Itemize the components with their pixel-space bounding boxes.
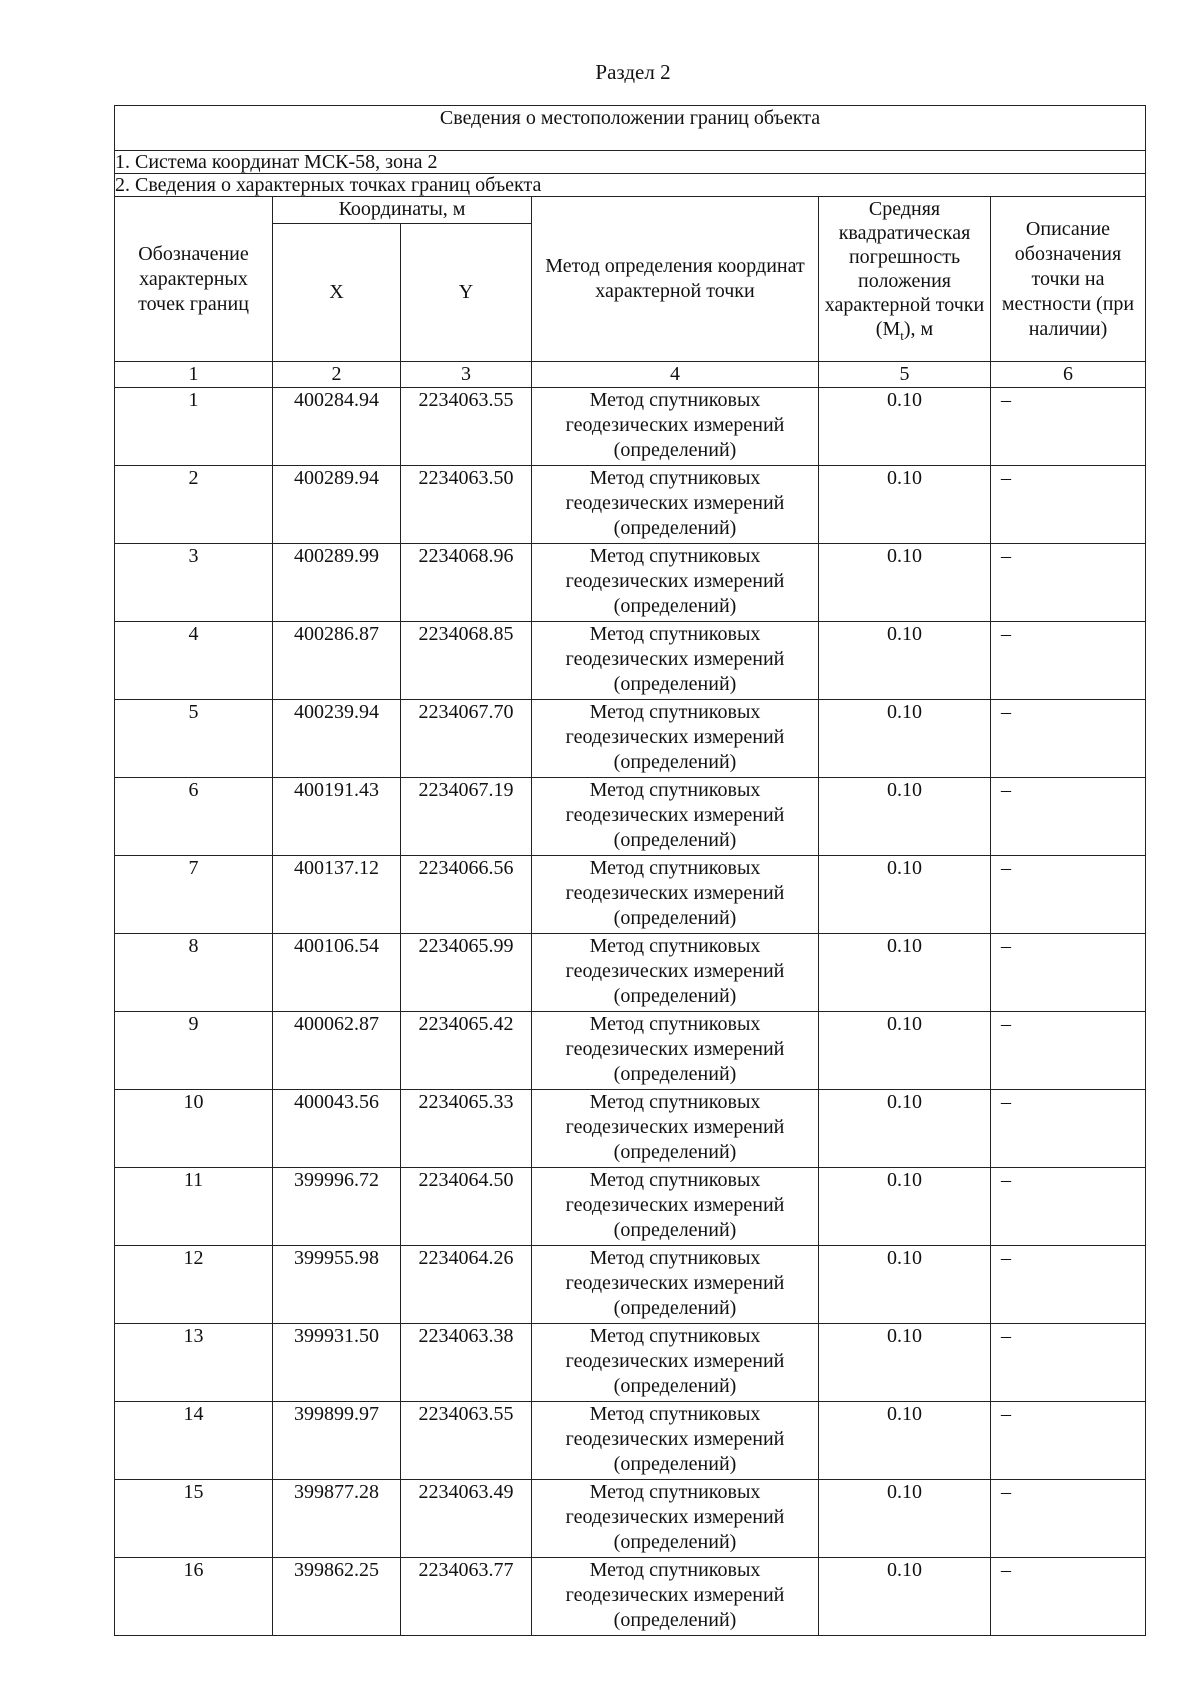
error-cell: 0.10: [819, 1012, 991, 1090]
point-number-cell: 4: [115, 622, 273, 700]
error-cell: 0.10: [819, 1246, 991, 1324]
column-number: 6: [991, 362, 1146, 388]
method-cell: Метод спутниковых геодезических измерений (определений): [532, 778, 819, 856]
description-cell: –: [991, 1324, 1146, 1402]
y-coordinate-cell: 2234065.99: [401, 934, 532, 1012]
header-x: X: [273, 224, 401, 362]
method-cell: Метод спутниковых геодезических измерений (определений): [532, 1090, 819, 1168]
error-cell: 0.10: [819, 388, 991, 466]
error-cell: 0.10: [819, 1090, 991, 1168]
y-coordinate-cell: 2234063.55: [401, 388, 532, 466]
y-coordinate-cell: 2234063.55: [401, 1402, 532, 1480]
y-coordinate-cell: 2234067.19: [401, 778, 532, 856]
method-cell: Метод спутниковых геодезических измерений (определений): [532, 1012, 819, 1090]
method-cell: Метод спутниковых геодезических измерений (определений): [532, 1324, 819, 1402]
point-number-cell: 16: [115, 1558, 273, 1636]
table-caption: Сведения о местоположении границ объекта: [115, 106, 1146, 151]
x-coordinate-cell: 400239.94: [273, 700, 401, 778]
table-row: [115, 466, 1146, 544]
table-row: [115, 1012, 1146, 1090]
description-cell: –: [991, 1090, 1146, 1168]
x-coordinate-cell: 400191.43: [273, 778, 401, 856]
description-cell: –: [991, 934, 1146, 1012]
y-coordinate-cell: 2234066.56: [401, 856, 532, 934]
description-cell: –: [991, 1480, 1146, 1558]
point-number-cell: 15: [115, 1480, 273, 1558]
column-number: 5: [819, 362, 991, 388]
y-coordinate-cell: 2234068.96: [401, 544, 532, 622]
point-number-cell: 9: [115, 1012, 273, 1090]
coordinate-system-text: 1. Система координат МСК-58, зона 2: [115, 151, 1146, 174]
method-cell: Метод спутниковых геодезических измерений (определений): [532, 1558, 819, 1636]
point-number-cell: 12: [115, 1246, 273, 1324]
x-coordinate-cell: 399862.25: [273, 1558, 401, 1636]
table-row: [115, 1558, 1146, 1636]
point-number-cell: 2: [115, 466, 273, 544]
table-row: [115, 544, 1146, 622]
description-cell: –: [991, 700, 1146, 778]
error-cell: 0.10: [819, 856, 991, 934]
point-number-cell: 14: [115, 1402, 273, 1480]
error-cell: 0.10: [819, 1324, 991, 1402]
error-cell: 0.10: [819, 1402, 991, 1480]
header-error-suffix: ), м: [903, 318, 934, 340]
error-cell: 0.10: [819, 700, 991, 778]
y-coordinate-cell: 2234063.38: [401, 1324, 532, 1402]
point-number-cell: 1: [115, 388, 273, 466]
x-coordinate-cell: 400043.56: [273, 1090, 401, 1168]
table-row: [115, 700, 1146, 778]
header-coordinates: Координаты, м: [273, 197, 532, 224]
error-cell: 0.10: [819, 1558, 991, 1636]
table-row: [115, 856, 1146, 934]
point-number-cell: 6: [115, 778, 273, 856]
table-row: [115, 1402, 1146, 1480]
table-row: [115, 1168, 1146, 1246]
y-coordinate-cell: 2234065.33: [401, 1090, 532, 1168]
header-description: Описание обозначения точки на местности (при наличии): [991, 197, 1146, 362]
description-cell: –: [991, 388, 1146, 466]
y-coordinate-cell: 2234067.70: [401, 700, 532, 778]
table-row: [115, 388, 1146, 466]
column-number: 2: [273, 362, 401, 388]
method-cell: Метод спутниковых геодезических измерений (определений): [532, 856, 819, 934]
description-cell: –: [991, 856, 1146, 934]
method-cell: Метод спутниковых геодезических измерений (определений): [532, 1480, 819, 1558]
method-cell: Метод спутниковых геодезических измерений (определений): [532, 1168, 819, 1246]
point-number-cell: 11: [115, 1168, 273, 1246]
description-cell: –: [991, 1012, 1146, 1090]
column-number: 3: [401, 362, 532, 388]
y-coordinate-cell: 2234068.85: [401, 622, 532, 700]
x-coordinate-cell: 400137.12: [273, 856, 401, 934]
point-number-cell: 10: [115, 1090, 273, 1168]
error-cell: 0.10: [819, 1168, 991, 1246]
y-coordinate-cell: 2234063.77: [401, 1558, 532, 1636]
method-cell: Метод спутниковых геодезических измерений (определений): [532, 466, 819, 544]
description-cell: –: [991, 1558, 1146, 1636]
boundary-points-table: [114, 105, 1146, 1636]
description-cell: –: [991, 544, 1146, 622]
error-cell: 0.10: [819, 778, 991, 856]
x-coordinate-cell: 399996.72: [273, 1168, 401, 1246]
error-cell: 0.10: [819, 466, 991, 544]
table-row: [115, 1324, 1146, 1402]
method-cell: Метод спутниковых геодезических измерений (определений): [532, 622, 819, 700]
description-cell: –: [991, 622, 1146, 700]
method-cell: Метод спутниковых геодезических измерений (определений): [532, 934, 819, 1012]
table-row: [115, 1246, 1146, 1324]
table-row: [115, 778, 1146, 856]
point-number-cell: 8: [115, 934, 273, 1012]
method-cell: Метод спутниковых геодезических измерений (определений): [532, 1246, 819, 1324]
x-coordinate-cell: 400289.94: [273, 466, 401, 544]
description-cell: –: [991, 778, 1146, 856]
y-coordinate-cell: 2234065.42: [401, 1012, 532, 1090]
y-coordinate-cell: 2234064.50: [401, 1168, 532, 1246]
x-coordinate-cell: 399931.50: [273, 1324, 401, 1402]
x-coordinate-cell: 400106.54: [273, 934, 401, 1012]
point-number-cell: 13: [115, 1324, 273, 1402]
points-info-row: [115, 174, 1146, 197]
header-y: Y: [401, 224, 532, 362]
column-number: 1: [115, 362, 273, 388]
column-number: 4: [532, 362, 819, 388]
method-cell: Метод спутниковых геодезических измерений (определений): [532, 1402, 819, 1480]
table-row: [115, 622, 1146, 700]
description-cell: –: [991, 466, 1146, 544]
error-cell: 0.10: [819, 622, 991, 700]
description-cell: –: [991, 1168, 1146, 1246]
header-error-prefix: Средняя квадратическая погрешность положения характерной точки (M: [824, 198, 985, 340]
error-cell: 0.10: [819, 1480, 991, 1558]
table-caption-row: [115, 106, 1146, 151]
point-number-cell: 3: [115, 544, 273, 622]
method-cell: Метод спутниковых геодезических измерений (определений): [532, 388, 819, 466]
y-coordinate-cell: 2234064.26: [401, 1246, 532, 1324]
error-cell: 0.10: [819, 934, 991, 1012]
column-numbers-row: [115, 362, 1146, 388]
header-method: Метод определения координат характерной точки: [532, 197, 819, 362]
section-title: Раздел 2: [595, 60, 671, 84]
points-info-text: 2. Сведения о характерных точках границ объекта: [115, 174, 1146, 197]
description-cell: –: [991, 1402, 1146, 1480]
x-coordinate-cell: 400286.87: [273, 622, 401, 700]
y-coordinate-cell: 2234063.49: [401, 1480, 532, 1558]
header-point-designation: Обозначение характерных точек границ: [115, 197, 273, 362]
header-row-1: [115, 197, 1146, 224]
x-coordinate-cell: 400284.94: [273, 388, 401, 466]
method-cell: Метод спутниковых геодезических измерений (определений): [532, 700, 819, 778]
header-error-sub: t: [900, 328, 904, 343]
method-cell: Метод спутниковых геодезических измерений (определений): [532, 544, 819, 622]
x-coordinate-cell: 399899.97: [273, 1402, 401, 1480]
table-row: [115, 1480, 1146, 1558]
header-error: [819, 197, 991, 362]
x-coordinate-cell: 400062.87: [273, 1012, 401, 1090]
x-coordinate-cell: 399955.98: [273, 1246, 401, 1324]
table-row: [115, 1090, 1146, 1168]
y-coordinate-cell: 2234063.50: [401, 466, 532, 544]
point-number-cell: 7: [115, 856, 273, 934]
table-row: [115, 934, 1146, 1012]
coordinate-system-row: [115, 151, 1146, 174]
description-cell: –: [991, 1246, 1146, 1324]
error-cell: 0.10: [819, 544, 991, 622]
point-number-cell: 5: [115, 700, 273, 778]
x-coordinate-cell: 399877.28: [273, 1480, 401, 1558]
x-coordinate-cell: 400289.99: [273, 544, 401, 622]
